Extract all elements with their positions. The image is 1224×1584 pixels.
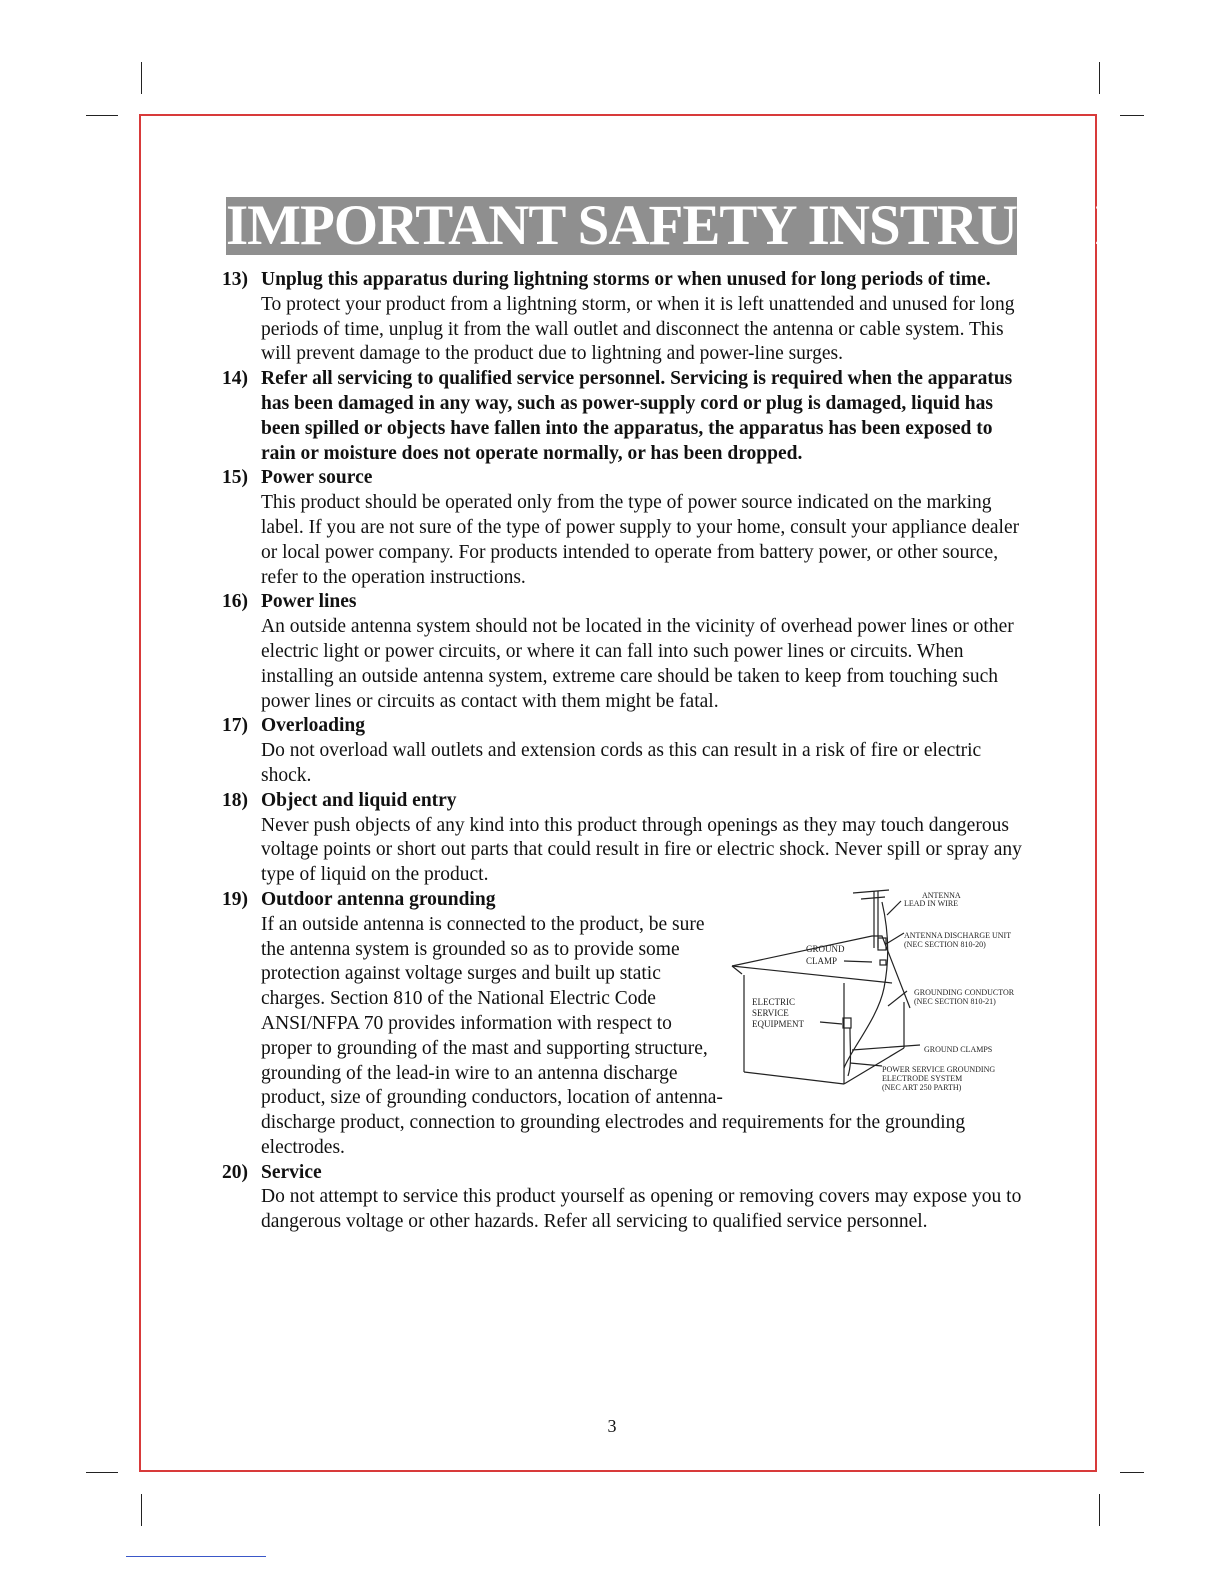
- link-underline: [126, 1556, 266, 1557]
- crop-mark: [1099, 1494, 1100, 1526]
- item-heading: Object and liquid entry: [261, 789, 457, 811]
- leader-line: [820, 1022, 842, 1024]
- instructions-list: [222, 268, 1032, 1235]
- grounding-wire: [848, 1028, 851, 1076]
- item-body: An outside antenna system should not be located in the vicinity of overhead power lines or other electric light or power circuits, or where it can fall into such power lines or circuits. When installing an outside antenna system, extreme care should be taken to keep from touching such power lines or circuits as contact with them might be fatal.: [261, 616, 1014, 712]
- item-heading: Outdoor antenna grounding: [261, 888, 496, 910]
- ground-clamp: [880, 960, 886, 965]
- label-antenna: ANTENNA: [922, 890, 961, 900]
- house-roof-ridge: [732, 966, 892, 983]
- label-power-service: POWER SERVICE GROUNDING: [882, 1064, 996, 1074]
- list-item: [222, 268, 1032, 367]
- label-lead-in-wire: LEAD IN WIRE: [904, 898, 959, 908]
- item-heading: Refer all servicing to qualified service personnel. Servicing is required when the apparatus has been damaged in any way, such as power-supply cord or plug is damaged, liquid has been spilled or objects have fallen into the apparatus, the apparatus has been exposed to rain or moisture does not operate normally, or has been dropped.: [261, 368, 1013, 464]
- item-body: Never push objects of any kind into this product through openings as they may touch dangerous voltage points or short out parts that could result in fire or electric shock. Never spill or spray any type of liquid on the product.: [261, 814, 1022, 886]
- item-heading: Service: [261, 1161, 322, 1183]
- crop-mark: [1120, 115, 1144, 116]
- crop-mark: [86, 115, 118, 116]
- item-body: If an outside antenna is connected to the product, be sure the antenna system is grounded so as to provide some protection against voltage surges and built up static charges. Section 810 of the National Electric Code ANSI/NFPA 70 provides information with respect to proper to grounding of the mast and supporting structure, grounding of the lead-in wire to an antenna discharge product, size of grounding conductors, location of antenna-discharge product, connection to grounding electrodes and requirements for the grounding electrodes.: [261, 913, 966, 1158]
- label-ground-clamps: GROUND CLAMPS: [924, 1044, 993, 1054]
- label-power-service: ELECTRODE SYSTEM: [882, 1073, 963, 1083]
- list-item: [222, 1161, 1032, 1235]
- crop-mark: [1120, 1472, 1144, 1473]
- label-discharge-unit: ANTENNA DISCHARGE UNIT: [904, 930, 1012, 940]
- list-item: [222, 714, 1032, 788]
- label-power-service: (NEC ART 250 PARTH): [882, 1082, 962, 1092]
- label-ground-clamp: CLAMP: [806, 955, 838, 966]
- item-body: Do not attempt to service this product yourself as opening or removing covers may expose you to dangerous voltage or other hazards. Refer all servicing to qualified service personnel.: [261, 1186, 1022, 1233]
- item-heading: Power source: [261, 467, 373, 489]
- list-item: [222, 466, 1032, 590]
- list-item: [222, 888, 1032, 1161]
- item-body: To protect your product from a lightning storm, or when it is left unattended and unused for long periods of time, unplug it from the wall outlet and disconnect the antenna or cable system. This will prevent damage to the product due to lightning and power-line surges.: [261, 293, 1015, 365]
- item-number: 18): [222, 789, 248, 811]
- leader-line: [886, 933, 904, 944]
- item-heading: Overloading: [261, 715, 366, 737]
- leader-line: [887, 901, 901, 915]
- house-base: [744, 1072, 844, 1084]
- label-ground-clamp: GROUND: [806, 943, 845, 954]
- list-item: [222, 789, 1032, 888]
- item-heading: Unplug this apparatus during lightning storms or when unused for long periods of time.: [261, 269, 991, 290]
- label-discharge-unit-ref: (NEC SECTION 810-20): [904, 939, 986, 949]
- item-number: 16): [222, 591, 248, 613]
- label-electric-service: EQUIPMENT: [752, 1018, 804, 1029]
- list-item: [222, 590, 1032, 714]
- item-body: This product should be operated only from the type of power source indicated on the marking label. If you are not sure of the type of power supply to your home, consult your appliance dealer or local power company. For products intended to operate from battery power, or other source, refer to the operation instructions.: [261, 492, 1020, 588]
- label-grounding-conductor: GROUNDING CONDUCTOR: [914, 987, 1015, 997]
- list-item: [222, 367, 1032, 466]
- leader-line: [844, 961, 872, 962]
- antenna-element: [853, 890, 889, 893]
- label-electric-service: SERVICE: [752, 1007, 789, 1018]
- item-heading: Power lines: [261, 591, 357, 613]
- label-electric-service: ELECTRIC: [752, 996, 795, 1007]
- item-number: 14): [222, 368, 248, 390]
- item-number: 17): [222, 715, 248, 737]
- crop-mark: [141, 1494, 142, 1526]
- page-number: 3: [607, 1416, 617, 1436]
- item-number: 20): [222, 1161, 248, 1183]
- item-number: 19): [222, 888, 248, 910]
- crop-mark: [141, 62, 142, 94]
- label-grounding-conductor-ref: (NEC SECTION 810-21): [914, 996, 996, 1006]
- item-body: Do not overload wall outlets and extension cords as this can result in a risk of fire or electric shock.: [261, 740, 982, 786]
- item-number: 15): [222, 467, 248, 489]
- crop-mark: [86, 1472, 118, 1473]
- antenna-grounding-diagram: [732, 888, 1032, 1110]
- item-number: 13): [222, 269, 248, 290]
- antenna-element: [861, 897, 885, 899]
- page-title: IMPORTANT SAFETY INSTRUCTION: [226, 194, 1199, 257]
- crop-mark: [1099, 62, 1100, 94]
- leader-line: [852, 1045, 920, 1050]
